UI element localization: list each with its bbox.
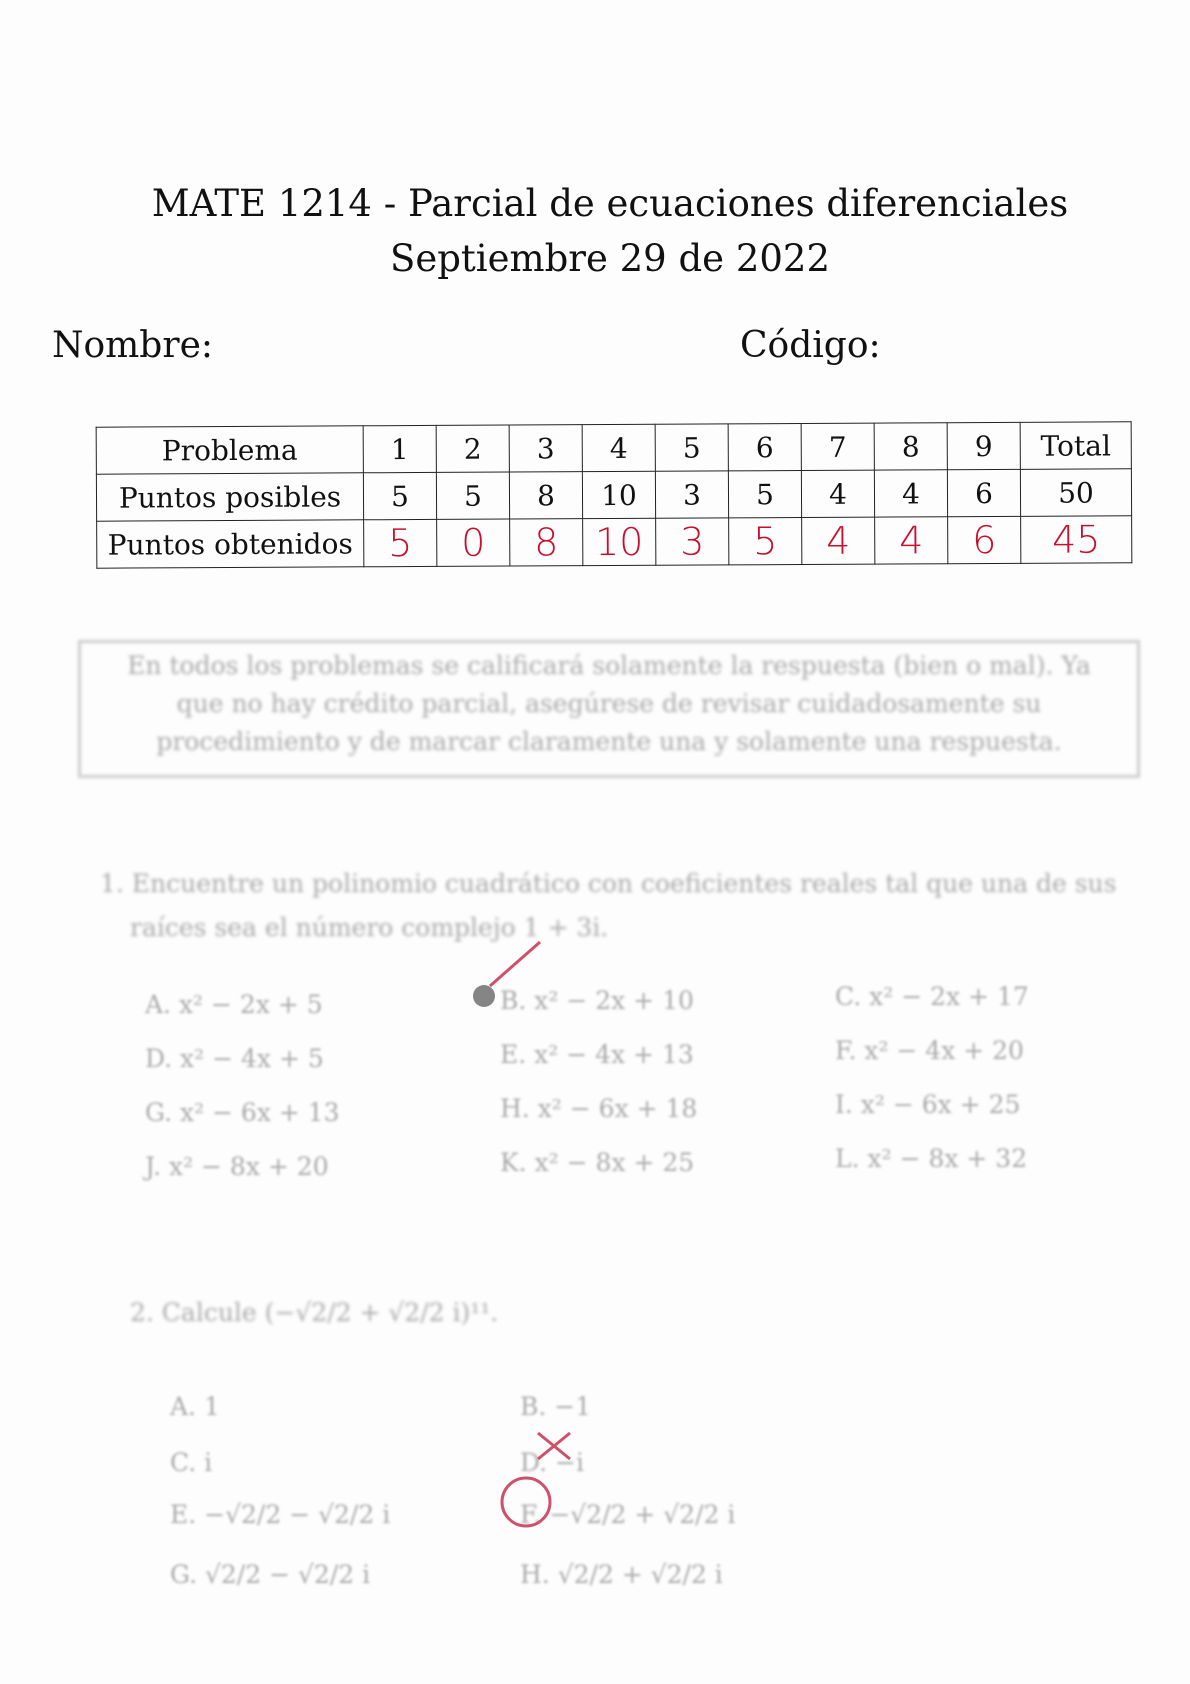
title-line-1: MATE 1214 - Parcial de ecuaciones diferenciales bbox=[151, 182, 1069, 225]
answer-option[interactable]: A. x² − 2x + 5 bbox=[145, 990, 323, 1019]
answer-option[interactable]: G. x² − 6x + 13 bbox=[145, 1098, 340, 1127]
answer-option[interactable]: F. x² − 4x + 20 bbox=[835, 1036, 1024, 1065]
answer-option[interactable]: C. x² − 2x + 17 bbox=[835, 982, 1029, 1011]
obtained-score: 3 bbox=[656, 518, 729, 565]
answer-option[interactable]: I. x² − 6x + 25 bbox=[835, 1090, 1021, 1119]
problem-number: 9 bbox=[947, 422, 1020, 469]
exam-title bbox=[0, 176, 1190, 286]
answer-option[interactable]: E. x² − 4x + 13 bbox=[500, 1040, 694, 1069]
answer-option[interactable]: B. x² − 2x + 10 bbox=[500, 986, 694, 1015]
instructions-box: En todos los problemas se calificará solamente la respuesta (bien o mal). Ya que no hay crédito parcial, asegúrese de revisar cuidadosamente su procedimiento y de marcar claramente una y solamente una respuesta. bbox=[78, 640, 1140, 778]
obtained-score: 0 bbox=[437, 519, 510, 566]
problem-number: Total bbox=[1020, 422, 1131, 470]
question-2-text: 2. Calcule (−√2/2 + √2/2 i)¹¹. bbox=[130, 1298, 499, 1327]
obtained-score: 45 bbox=[1021, 516, 1132, 564]
title-line-2: Septiembre 29 de 2022 bbox=[390, 237, 830, 280]
problem-number: 7 bbox=[801, 423, 874, 470]
problem-number: 2 bbox=[436, 425, 509, 472]
cross-mark-icon bbox=[530, 1425, 580, 1465]
answer-option[interactable]: B. −1 bbox=[520, 1392, 592, 1421]
answer-option[interactable]: H. √2/2 + √2/2 i bbox=[520, 1560, 723, 1589]
problem-number: 6 bbox=[728, 424, 801, 471]
problem-number: 3 bbox=[509, 425, 582, 472]
problem-number: 5 bbox=[655, 424, 728, 471]
answer-option[interactable]: F. −√2/2 + √2/2 i bbox=[520, 1500, 736, 1529]
answer-option[interactable]: C. i bbox=[170, 1448, 213, 1477]
possible-score: 10 bbox=[582, 471, 655, 518]
possible-score: 5 bbox=[363, 472, 436, 519]
answer-option[interactable]: A. 1 bbox=[170, 1392, 220, 1421]
answer-option[interactable]: E. −√2/2 − √2/2 i bbox=[170, 1500, 391, 1529]
possible-score: 5 bbox=[436, 472, 509, 519]
answer-option[interactable]: H. x² − 6x + 18 bbox=[500, 1094, 698, 1123]
row-label: Problema bbox=[96, 426, 363, 474]
obtained-score: 4 bbox=[802, 517, 875, 564]
table-row bbox=[97, 516, 1132, 568]
answer-option[interactable]: D. x² − 4x + 5 bbox=[145, 1044, 324, 1073]
row-label: Puntos posibles bbox=[96, 473, 363, 521]
question-1-text: 1. Encuentre un polinomio cuadrático con coeficientes reales tal que una de sus raíces sea el número complejo 1 + 3i. bbox=[100, 869, 1117, 942]
obtained-score: 8 bbox=[510, 519, 583, 566]
possible-score: 3 bbox=[655, 471, 728, 518]
possible-score: 5 bbox=[728, 471, 801, 518]
table-row bbox=[96, 422, 1131, 474]
possible-score: 4 bbox=[874, 470, 947, 517]
grades-table bbox=[96, 421, 1133, 568]
answer-option[interactable]: L. x² − 8x + 32 bbox=[835, 1144, 1028, 1173]
possible-score: 50 bbox=[1020, 469, 1131, 517]
possible-score: 4 bbox=[801, 470, 874, 517]
answer-option[interactable]: K. x² − 8x + 25 bbox=[500, 1148, 695, 1177]
circle-mark-icon bbox=[498, 1472, 558, 1532]
problem-number: 4 bbox=[582, 424, 655, 471]
possible-score: 6 bbox=[947, 469, 1020, 516]
obtained-score: 10 bbox=[583, 518, 656, 565]
obtained-score: 4 bbox=[875, 517, 948, 564]
obtained-score: 6 bbox=[948, 516, 1021, 563]
obtained-score: 5 bbox=[729, 518, 802, 565]
possible-score: 8 bbox=[509, 472, 582, 519]
problem-number: 1 bbox=[363, 425, 436, 472]
problem-number: 8 bbox=[874, 423, 947, 470]
code-label: Código: bbox=[740, 325, 881, 366]
answer-option[interactable]: J. x² − 8x + 20 bbox=[145, 1152, 329, 1181]
checkmark-icon bbox=[466, 940, 546, 1010]
table-row bbox=[96, 469, 1131, 521]
name-label: Nombre: bbox=[52, 325, 213, 366]
obtained-score: 5 bbox=[364, 519, 437, 566]
answer-option[interactable]: G. √2/2 − √2/2 i bbox=[170, 1560, 371, 1589]
row-label: Puntos obtenidos bbox=[97, 520, 364, 568]
answer-option[interactable]: D. −i bbox=[520, 1448, 584, 1477]
